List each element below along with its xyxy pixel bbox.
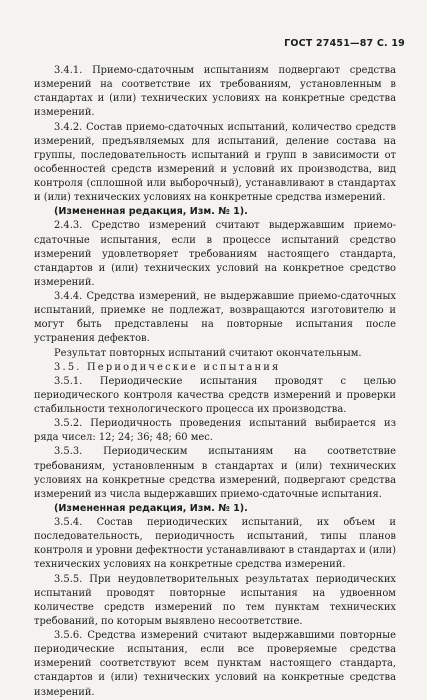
paragraph-result-final: Результат повторных испытаний считают окончательным.: [54, 347, 362, 359]
section-heading-3-5: 3.5. Периодические испытания: [54, 361, 281, 373]
paragraph-3-5-5: 3.5.5. При неудовлетворительных результатах периодических испытаний проводят повторные испытания на удвоенном количестве средств измерений по тем пунктам технических требований, по которым выявлено несоответствие.: [34, 573, 396, 627]
paragraph-3-5-1: 3.5.1. Периодические испытания проводят с целью периодического контроля качества средств измерений и проверки стабильности технологического процесса их производства.: [34, 375, 396, 415]
paragraph-3-5-2: 3.5.2. Периодичность проведения испытаний выбирается из ряда чисел: 12; 24; 36; 48; 60 мес.: [34, 418, 396, 444]
paragraph-3-4-1: 3.4.1. Приемо-сдаточным испытаниям подвергают средства измерений на соответствие их требованиям, установленным в стандартах и (или) технических условиях на конкретные средства измерений.: [34, 65, 396, 119]
page-header-standard: ГОСТ 27451—87 С. 19: [284, 38, 405, 49]
paragraph-3-5-6: 3.5.6. Средства измерений считают выдержавшими повторные периодические испытания, если все проверяемые средства измерений соответствуют всем пунктам настоящего стандарта, стандартов и (или) технических условий на конкретные средства измерений.: [34, 630, 396, 698]
paragraph-3-4-2: 3.4.2. Состав приемо-сдаточных испытаний, количество средств измерений, предъявляемых для испытаний, деление состава на группы, последовательность испытаний и групп в зависимости от особенностей средств измерений и условий их производства, вид контроля (сплошной или выборочный), устанавливают в стандартах и (или) технических условиях на конкретные средства измерений.: [34, 121, 396, 204]
paragraph-2-4-3: 2.4.3. Средство измерений считают выдержавшим приемо-сдаточные испытания, если в процессе испытаний средство измерений удовлетворяет требованиям настоящего стандарта, стандартов и (или) технических условий на конкретное средство измерений.: [34, 220, 396, 288]
paragraph-3-5-4: 3.5.4. Состав периодических испытаний, их объем и последовательность, периодичность испытаний, типы планов контроля и уровни дефектности устанавливают в стандартах и (или) технических условиях на конкретные средства измерений.: [34, 517, 396, 571]
amendment-note: (Измененная редакция, Изм. № 1).: [54, 206, 248, 218]
paragraph-3-4-4: 3.4.4. Средства измерений, не выдержавшие приемо-сдаточных испытаний, приемке не подлежат, возвращаются изготовителю и могут быть представлены на повторные испытания после устранения дефектов.: [34, 291, 396, 345]
amendment-note: (Измененная редакция, Изм. № 1).: [54, 502, 248, 514]
document-body: [34, 64, 396, 700]
paragraph-3-5-3: 3.5.3. Периодическим испытаниям на соответствие требованиям, установленным в стандартах и (или) технических условиях на конкретные средства измерений, подвергают средства измерений из числа выдержавших приемо-сдаточные испытания.: [34, 446, 396, 500]
